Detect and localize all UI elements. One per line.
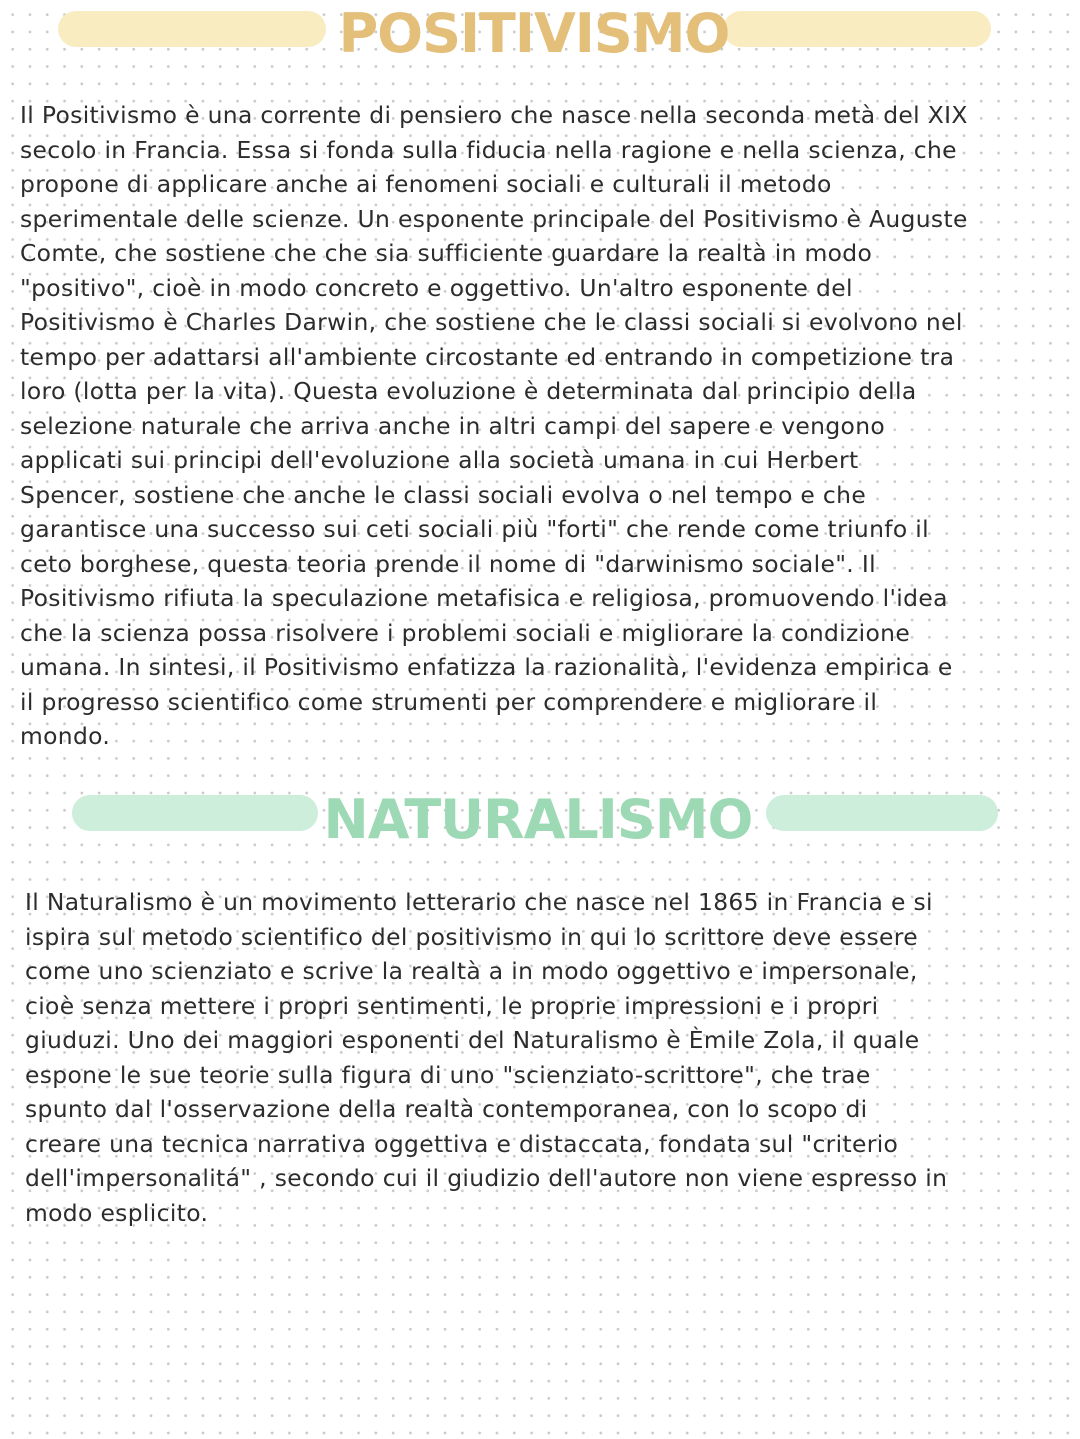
text-line: ispira sul metodo scientifico del positivismo in qui lo scrittore deve essere: [25, 922, 918, 951]
text-line: tempo per adattarsi all'ambiente circostante ed entrando in competizione tra: [20, 342, 955, 371]
text-line: selezione naturale che arriva anche in altri campi del sapere e vengono: [20, 411, 886, 440]
naturalismo-header: [0, 786, 1080, 856]
text-line: ceto borghese, questa teoria prende il nome di "darwinismo sociale". Il: [20, 549, 876, 578]
text-line: il progresso scientifico come strumenti per comprendere e migliorare il: [20, 687, 878, 716]
text-line: mondo.: [20, 722, 111, 750]
text-line: giuduzi. Uno dei maggiori esponenti del Naturalismo è Èmile Zola, il quale: [25, 1026, 920, 1054]
text-line: loro (lotta per la vita). Questa evoluzione è determinata dal principio della: [20, 377, 917, 405]
text-line: Il Positivismo è una corrente di pensiero che nasce nella seconda metà del XIX: [20, 101, 968, 129]
text-line: Positivismo è Charles Darwin, che sostiene che le classi sociali si evolvono nel: [20, 308, 963, 336]
text-line: Comte, che sostiene che che sia sufficiente guardare la realtà in modo: [20, 239, 873, 267]
text-line: come uno scienziato e scrive la realtà a in modo oggettivo e impersonale,: [25, 957, 918, 985]
text-line: Positivismo rifiuta la speculazione metafisica e religiosa, promuovendo l'idea: [20, 584, 948, 612]
text-line: garantisce una successo sui ceti sociali più "forti" che rende come triunfo il: [20, 515, 929, 543]
text-line: sperimentale delle scienze. Un esponente principale del Positivismo è Auguste: [20, 204, 968, 233]
text-line: propone di applicare anche ai fenomeni sociali e culturali il metodo: [20, 170, 832, 198]
text-line: "positivo", cioè in modo concreto e oggettivo. Un'altro esponente del: [20, 273, 853, 302]
text-line: spunto dal l'osservazione della realtà contemporanea, con lo scopo di: [25, 1095, 868, 1123]
section-title-positivismo: POSITIVISMO: [338, 2, 730, 65]
text-line: umana. In sintesi, il Positivismo enfatizza la razionalità, l'evidenza empirica e: [20, 653, 953, 681]
text-line: cioè senza mettere i propri sentimenti, le proprie impressioni e i propri: [25, 991, 879, 1020]
text-line: Il Naturalismo è un movimento letterario che nasce nel 1865 in Francia e si: [25, 888, 933, 916]
text-line: secolo in Francia. Essa si fonda sulla fiducia nella ragione e nella scienza, che: [20, 135, 957, 164]
text-line: modo esplicito.: [25, 1198, 209, 1227]
naturalismo-paragraph: [25, 885, 1060, 1230]
text-line: espone le sue teorie sulla figura di uno "scienziato-scrittore", che trae: [25, 1060, 871, 1089]
text-line: dell'impersonalitá" , secondo cui il giudizio dell'autore non viene espresso in: [25, 1164, 948, 1192]
positivismo-header: [0, 0, 1080, 70]
text-line: creare una tecnica narrativa oggettiva e distaccata, fondata sul "criterio: [25, 1129, 899, 1158]
section-title-naturalismo: NATURALISMO: [323, 788, 753, 851]
text-line: applicati sui principi dell'evoluzione alla società umana in cui Herbert: [20, 446, 859, 474]
text-line: Spencer, sostiene che anche le classi sociali evolva o nel tempo e che: [20, 480, 867, 509]
text-line: che la scienza possa risolvere i problemi sociali e migliorare la condizione: [20, 618, 911, 647]
positivismo-paragraph: [20, 98, 1060, 754]
